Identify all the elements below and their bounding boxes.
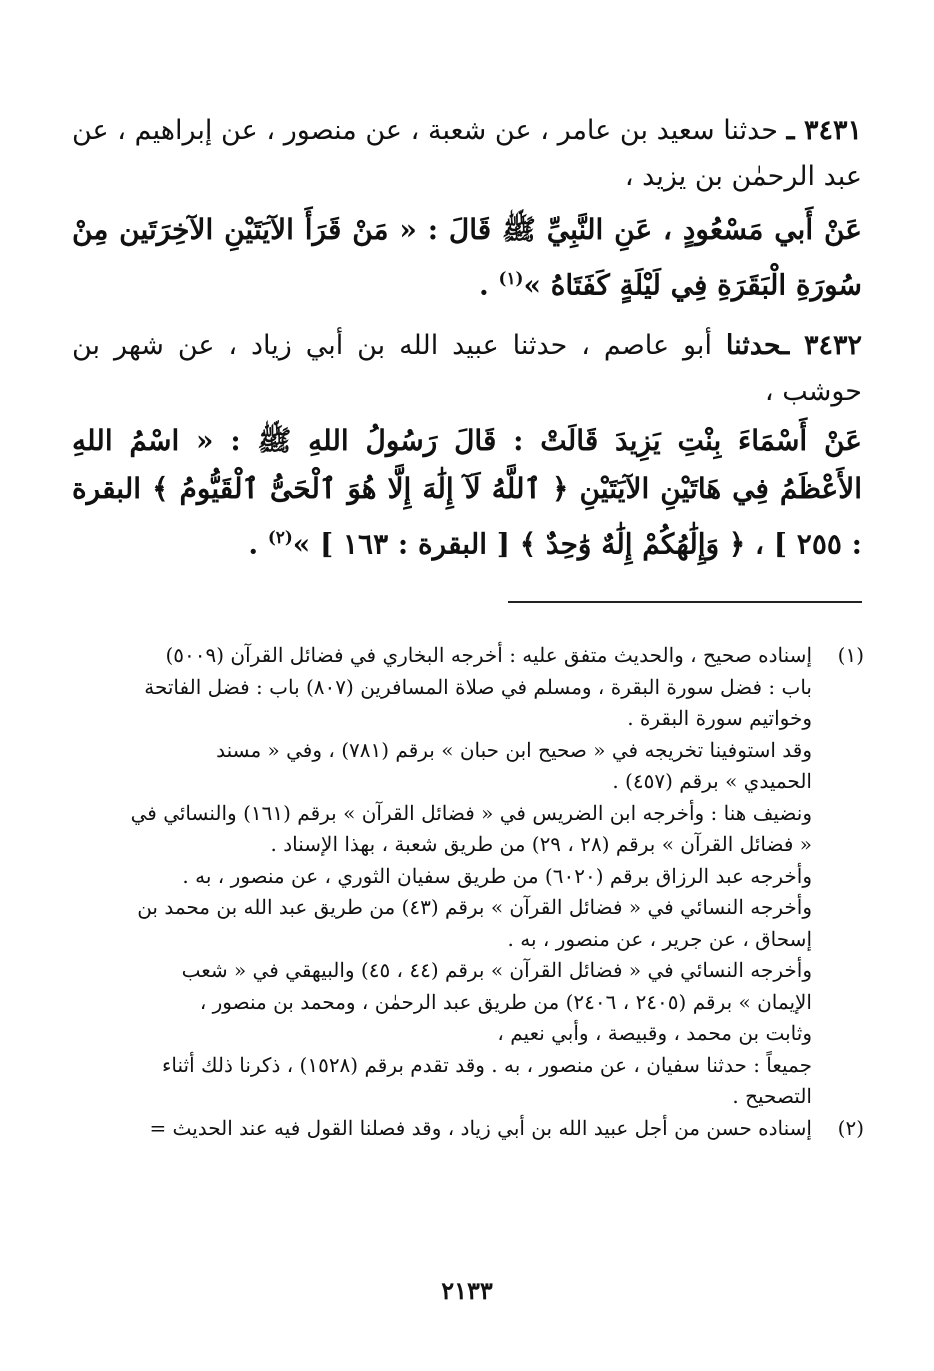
footnotes <box>68 640 864 1144</box>
hadith-number: ٣٤٣١ ـ <box>786 115 862 146</box>
footnote-separator <box>508 601 862 603</box>
footnote-line: الحميدي » برقم (٤٥٧) . <box>612 769 812 793</box>
footnote-line: التصحيح . <box>732 1084 812 1108</box>
footnote-line: وأخرجه عبد الرزاق برقم (٦٠٢٠) من طريق سفيان الثوري ، عن منصور ، به . <box>182 863 812 888</box>
footnote-line: جميعاً : حدثنا سفيان ، عن منصور ، به . وقد تقدم برقم (١٥٢٨) ، ذكرنا ذلك أثناء <box>162 1052 812 1077</box>
footnote-1 <box>68 640 864 1113</box>
footnote-ref: (٢) <box>267 527 293 548</box>
footnote-line: ونضيف هنا : وأخرجه ابن الضريس في « فضائل القرآن » برقم (١٦١) والنسائي في <box>130 800 812 825</box>
hadith-3431-chain <box>72 108 862 200</box>
matn-text: عَنْ أَبي مَسْعُودٍ ، عَنِ النَّبِيِّ ﷺ قَالَ : « مَنْ قَرَأَ الآيَتَيْنِ الآخِرَتَين مِنْ سُورَةِ الْبَقَرَةِ فِي لَيْلَةٍ كَفَتَاهُ » <box>72 213 862 302</box>
isnad-lead: حدثنا <box>725 330 782 362</box>
footnote-ref: (١) <box>498 268 524 288</box>
main-text <box>72 108 862 569</box>
hadith-number: ٣٤٣٢ ـ <box>781 330 862 362</box>
page-number: ٢١٣٣ <box>441 1276 493 1305</box>
hadith-3431-text: عَنْ أَبي مَسْعُودٍ ، عَنِ النَّبِيِّ ﷺ قَالَ : « مَنْ قَرَأَ الآيَتَيْنِ الآخِرَتَين مِنْ سُورَةِ الْبَقَرَةِ فِي لَيْلَةٍ كَفَتَاهُ »$^{(١)}$ . <box>72 213 862 302</box>
footnote-2 <box>68 1113 864 1145</box>
footnote-line: « فضائل القرآن » برقم (٢٨ ، ٢٩) من طريق شعبة ، بهذا الإسناد . <box>270 832 812 856</box>
footnote-line: وخواتيم سورة البقرة . <box>627 706 812 730</box>
footnote-line: وقد استوفينا تخريجه في « صحيح ابن حبان » برقم (٧٨١) ، وفي « مسند <box>216 737 812 762</box>
footnote-line: إسناده حسن من أجل عبيد الله بن أبي زياد ، وقد فصلنا القول فيه عند الحديث = <box>149 1115 812 1140</box>
footnote-line: إسحاق ، عن جرير ، عن منصور ، به . <box>507 926 812 951</box>
footnote-line: الإيمان » برقم (٢٤٠٥ ، ٢٤٠٦) من طريق عبد الرحمٰن ، ومحمد بن منصور ، <box>199 989 812 1014</box>
isnad-text: أبو عاصم ، حدثنا عبيد الله بن أبي زياد ، عن شهر بن حوشب ، <box>72 330 862 408</box>
footnote-line: وأخرجه النسائي في « فضائل القرآن » برقم (٤٤ ، ٤٥) والبيهقي في « شعب <box>181 958 812 982</box>
footnote-marker: (١) <box>837 643 864 667</box>
hadith-3432-chain <box>72 323 862 415</box>
footnote-line: وثابت بن محمد ، وقبيصة ، وأبي نعيم ، <box>497 1021 812 1045</box>
hadith-3432-text: عَنْ أَسْمَاءَ بِنْتِ يَزِيدَ قَالَتْ : قَالَ رَسُولُ اللهِ ﷺ : « اسْمُ اللهِ الأَعْظَمُ فِي هَاتَيْنِ الآيَتَيْنِ ﴿ ٱللَّهُ لَآ إِلَٰهَ إِلَّا هُوَ ٱلْحَىُّ ٱلْقَيُّومُ ﴾ البقرة : ٢٥٥ ] ، ﴿ وَإِلَٰهُكُمْ إِلَٰهٌ وَٰحِدٌ ﴾ [ البقرة : ١٦٣ ] »$^{(٢)}$ . <box>72 424 862 561</box>
isnad-text: حدثنا سعيد بن عامر ، عن شعبة ، عن منصور ، عن إبراهيم ، عن عبد الرحمٰن بن يزيد ، <box>72 115 862 192</box>
footnote-line: وأخرجه النسائي في « فضائل القرآن » برقم (٤٣) من طريق عبد الله بن محمد بن <box>137 895 812 919</box>
footnote-line: باب : فضل سورة البقرة ، ومسلم في صلاة المسافرين (٨٠٧) باب : فضل الفاتحة <box>144 674 812 699</box>
footnote-marker: (٢) <box>837 1115 864 1140</box>
footnote-line: إسناده صحيح ، والحديث متفق عليه : أخرجه البخاري في فضائل القرآن (٥٠٠٩) <box>165 643 812 667</box>
matn-text: عَنْ أَسْمَاءَ بِنْتِ يَزِيدَ قَالَتْ : قَالَ رَسُولُ اللهِ ﷺ : « اسْمُ اللهِ الأَعْظَمُ فِي هَاتَيْنِ الآيَتَيْنِ ﴿ ٱللَّهُ لَآ إِلَٰهَ إِلَّا هُوَ ٱلْحَىُّ ٱلْقَيُّومُ ﴾ البقرة : ٢٥٥ ] ، ﴿ وَإِلَٰهُكُمْ إِلَٰهٌ وَٰحِدٌ ﴾ [ البقرة : ١٦٣ ] » <box>72 424 862 561</box>
